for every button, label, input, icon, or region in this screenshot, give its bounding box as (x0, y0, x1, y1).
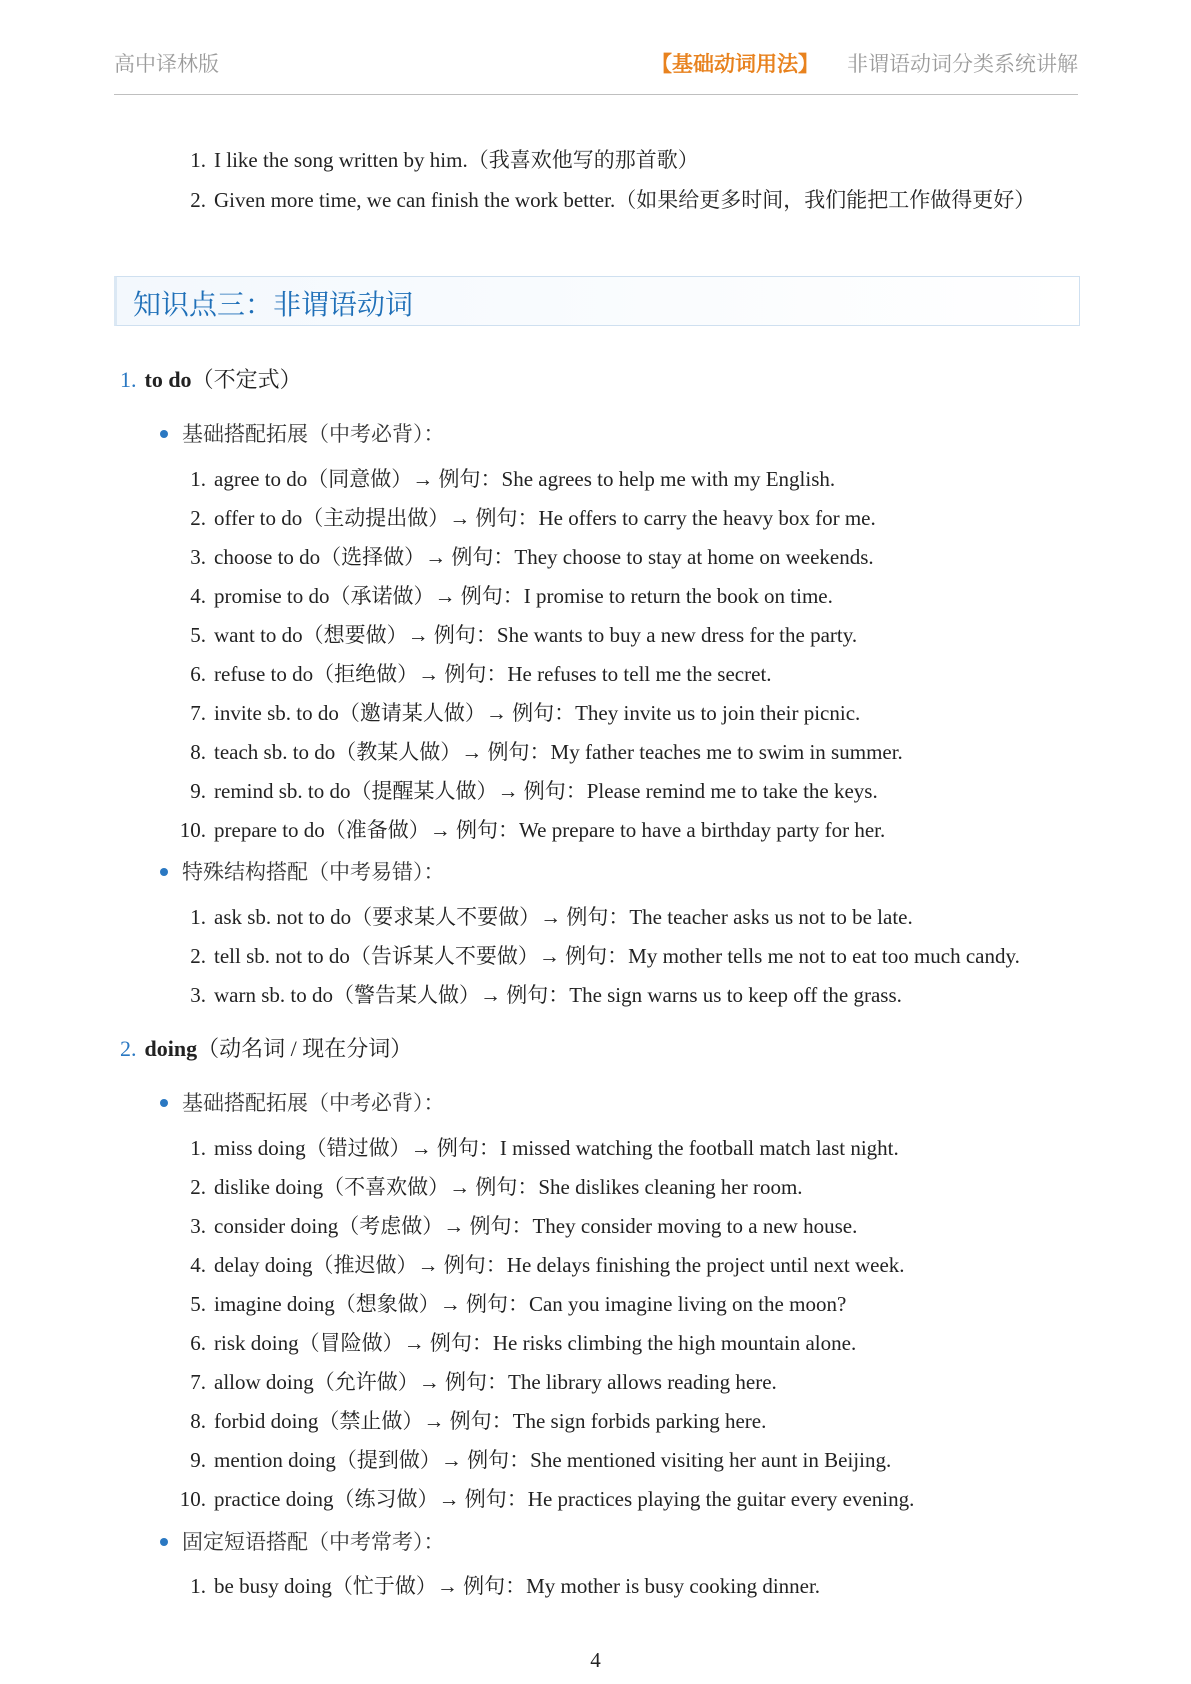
bullet-icon (160, 868, 168, 876)
list-item-number: 5. (190, 623, 206, 647)
list-item-text: forbid doing（禁止做）→ 例句：The sign forbids parking here. (214, 1409, 767, 1433)
list-item (176, 1251, 905, 1279)
list-item (176, 777, 878, 805)
list-item (176, 903, 913, 931)
list-item-text: delay doing（推迟做）→ 例句：He delays finishing the project until next week. (214, 1253, 905, 1277)
bullet-icon (160, 1099, 168, 1107)
page-header (114, 44, 1078, 95)
list-item-text: imagine doing（想象做）→ 例句：Can you imagine living on the moon? (214, 1292, 847, 1316)
list-item-text: mention doing（提到做）→ 例句：She mentioned visiting her aunt in Beijing. (214, 1448, 892, 1472)
list-item-text: want to do（想要做）→ 例句：She wants to buy a new dress for the party. (214, 623, 858, 647)
list-item-number: 3. (190, 545, 206, 569)
list-item-number: 1. (190, 905, 206, 929)
list-item (176, 1572, 820, 1600)
list-item-text: warn sb. to do（警告某人做）→ 例句：The sign warns us to keep off the grass. (214, 983, 902, 1007)
group-label-text: 基础搭配拓展（中考必背）： (182, 1091, 445, 1115)
list-item (176, 1407, 766, 1435)
list-item (176, 621, 857, 649)
list-item-text: practice doing（练习做）→ 例句：He practices playing the guitar every evening. (214, 1487, 915, 1511)
list-item-text: ask sb. not to do（要求某人不要做）→ 例句：The teacher asks us not to be late. (214, 905, 913, 929)
list-item-number: 4. (190, 1253, 206, 1277)
list-item-number: 9. (190, 779, 206, 803)
header-book-title: 高中译林版 (114, 52, 219, 76)
list-item-text: prepare to do（准备做）→ 例句：We prepare to have a birthday party for her. (214, 818, 886, 842)
list-item-text: dislike doing（不喜欢做）→ 例句：She dislikes cleaning her room. (214, 1175, 803, 1199)
list-item-number: 2. (190, 506, 206, 530)
list-item-number: 2. (190, 188, 206, 212)
list-item-number: 2. (190, 944, 206, 968)
list-item-number: 1. (190, 1136, 206, 1160)
list-item-text: miss doing（错过做）→ 例句：I missed watching the football match last night. (214, 1136, 899, 1160)
list-item-text: remind sb. to do（提醒某人做）→ 例句：Please remind me to take the keys. (214, 779, 878, 803)
group-label (160, 420, 445, 448)
list-item-text: consider doing（考虑做）→ 例句：They consider moving to a new house. (214, 1214, 858, 1238)
list-item-text: promise to do（承诺做）→ 例句：I promise to return the book on time. (214, 584, 833, 608)
group-label-text: 特殊结构搭配（中考易错）： (182, 860, 445, 884)
list-item-text: be busy doing（忙于做）→ 例句：My mother is busy cooking dinner. (214, 1574, 821, 1598)
section-title: 知识点三：非谓语动词 (133, 288, 414, 321)
list-item-text: refuse to do（拒绝做）→ 例句：He refuses to tell me the secret. (214, 662, 772, 686)
part-number: 1. (120, 367, 137, 392)
list-item (176, 582, 833, 610)
list-item (176, 738, 903, 766)
list-item (176, 981, 902, 1009)
list-item (176, 465, 835, 493)
list-item-number: 2. (190, 1175, 206, 1199)
list-item (176, 1446, 891, 1474)
list-item (176, 1173, 803, 1201)
section-heading-box (114, 276, 1080, 326)
list-item-number: 1. (190, 148, 206, 172)
list-item-number: 8. (190, 740, 206, 764)
list-item (176, 699, 860, 727)
list-item (176, 1212, 857, 1240)
group-label (160, 858, 445, 886)
list-item (176, 504, 876, 532)
list-item-text: allow doing（允许做）→ 例句：The library allows reading here. (214, 1370, 777, 1394)
part-description: （不定式） (191, 367, 302, 392)
list-item-text: choose to do（选择做）→ 例句：They choose to stay at home on weekends. (214, 545, 874, 569)
part-description: （动名词 / 现在分词） (197, 1036, 413, 1061)
list-item-number: 6. (190, 662, 206, 686)
group-label-text: 基础搭配拓展（中考必背）： (182, 422, 445, 446)
part-number: 2. (120, 1036, 137, 1061)
header-right (651, 48, 1078, 78)
part-term: doing (144, 1036, 198, 1061)
list-item (176, 1368, 777, 1396)
list-item-text: I like the song written by him.（我喜欢他写的那首歌） (214, 148, 699, 172)
list-item-text: risk doing（冒险做）→ 例句：He risks climbing the high mountain alone. (214, 1331, 857, 1355)
list-item-number: 5. (190, 1292, 206, 1316)
bullet-icon (160, 430, 168, 438)
part-heading-doing (120, 1035, 412, 1063)
list-item-text: invite sb. to do（邀请某人做）→ 例句：They invite us to join their picnic. (214, 701, 861, 725)
list-item (176, 816, 885, 844)
header-subtitle: 非谓语动词分类系统讲解 (847, 52, 1078, 76)
list-item (176, 1329, 856, 1357)
list-item-number: 1. (190, 467, 206, 491)
list-item-number: 3. (190, 983, 206, 1007)
list-item-number: 7. (190, 1370, 206, 1394)
list-item-text: agree to do（同意做）→ 例句：She agrees to help me with my English. (214, 467, 836, 491)
list-item-text: Given more time, we can finish the work better.（如果给更多时间，我们能把工作做得更好） (214, 188, 1036, 212)
part-heading-to-do (120, 366, 302, 394)
list-item-number: 3. (190, 1214, 206, 1238)
list-item-number: 1. (190, 1574, 206, 1598)
group-label (160, 1528, 445, 1556)
list-item-number: 10. (179, 818, 206, 842)
list-item-number: 8. (190, 1409, 206, 1433)
list-item-text: tell sb. not to do（告诉某人不要做）→ 例句：My mother tells me not to eat too much candy. (214, 944, 1020, 968)
list-item-number: 4. (190, 584, 206, 608)
group-label-text: 固定短语搭配（中考常考）： (182, 1530, 445, 1554)
page-number: 4 (590, 1648, 601, 1672)
list-item (176, 543, 874, 571)
list-item (176, 942, 1020, 970)
list-item-text: offer to do（主动提出做）→ 例句：He offers to carry the heavy box for me. (214, 506, 876, 530)
list-item-number: 9. (190, 1448, 206, 1472)
part-term: to do (144, 367, 192, 392)
group-label (160, 1089, 445, 1117)
bullet-icon (160, 1538, 168, 1546)
list-item (176, 660, 772, 688)
list-item (176, 1134, 899, 1162)
list-item (176, 146, 699, 174)
list-item (176, 1290, 846, 1318)
list-item-number: 6. (190, 1331, 206, 1355)
list-item (176, 1485, 914, 1513)
list-item-number: 10. (179, 1487, 206, 1511)
header-tag: 【基础动词用法】 (651, 52, 819, 76)
list-item (176, 186, 1035, 214)
list-item-number: 7. (190, 701, 206, 725)
list-item-text: teach sb. to do（教某人做）→ 例句：My father teaches me to swim in summer. (214, 740, 903, 764)
